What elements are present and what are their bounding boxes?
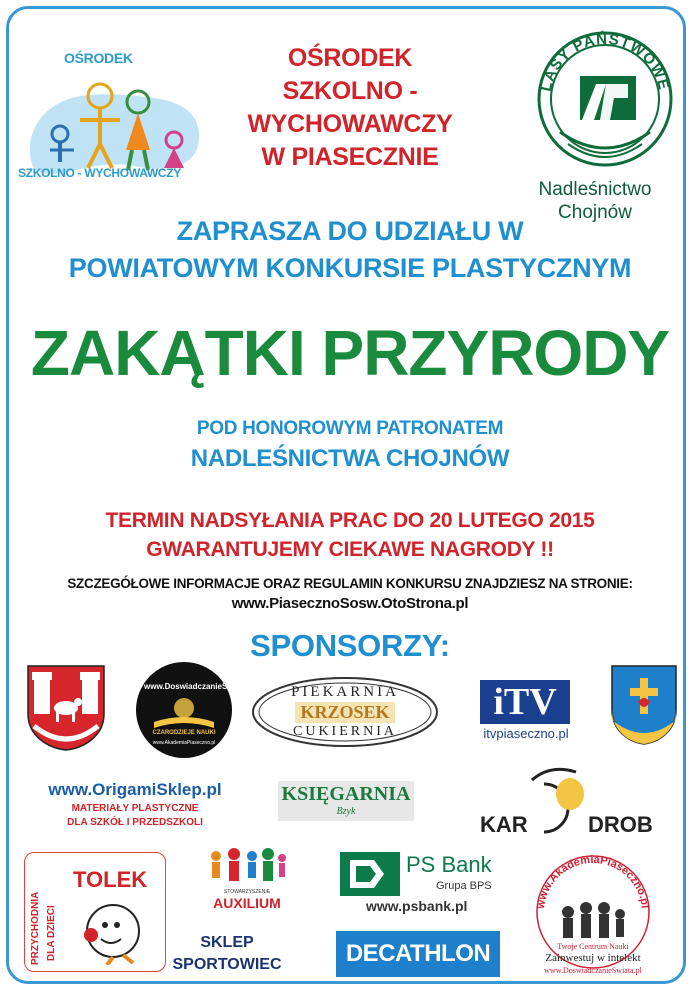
tolek-side-2: DLA DZIECI [46,905,57,961]
origami-line-1: MATERIAŁY PLASTYCZNE [71,803,199,814]
invitation-line-1: ZAPRASZA DO UDZIAŁU W [176,216,524,246]
school-logo-top-text: OŚRODEK [64,50,133,66]
origami-url: www.OrigamiSklep.pl [48,780,222,799]
invitation-line-2: POWIATOWYM KONKURSIE PLASTYCZNYM [68,253,632,283]
powiat-coat-of-arms [610,664,678,746]
itv-url: itvpiaseczno.pl [483,726,569,741]
sponsor-akademia-piaseczno [518,850,668,980]
tolek-name: TOLEK [73,867,148,892]
sponsor-auxilium [204,848,290,911]
karodrob-right: DROB [588,812,653,837]
nadlesnictwo-line-1: Nadleśnictwo [538,179,652,200]
sponsor-sklep-sportowiec [172,932,282,976]
patronage-line-2: NADLEŚNICTWA CHOJNÓW [190,445,510,472]
header-line-2: SZKOLNO - WYCHOWAWCZY [247,77,453,138]
nadlesnictwo-line-2: Chojnów [558,202,632,223]
header-line-1: OŚRODEK [287,44,413,72]
itv-logo: iTV [480,680,570,724]
sponsor-ksiegarnia-bzyk [278,781,414,821]
piaseczno-coat-of-arms [26,664,106,752]
sponsor-karodrob [480,760,658,840]
ksiegarnia-sub: Bzyk [336,806,356,817]
sponsor-piekarnia-krzosek [250,676,440,748]
tolek-side-1: PRZYCHODNIA [30,891,41,965]
sponsor-przychodnia-tolek [24,852,166,972]
lasy-ring-text: LASY PAŃSTWOWE [537,30,673,93]
tolek-mascot-icon [77,895,157,965]
sponsor-decathlon: DECATHLON [336,931,500,977]
sponsor-itv [476,680,576,744]
sponsor-ps-bank [340,852,510,918]
ksiegarnia-name: KSIĘGARNIA [281,783,411,805]
ps-bank-group: Grupa BPS [436,880,492,892]
lasy-panstwowe-logo [520,14,690,244]
akademia-line-3: www.DoswiadczanieSwiata.pl [544,966,642,975]
info [0,574,700,614]
deadline [0,506,700,564]
sklep-line-2: SPORTOWIEC [172,956,282,973]
deadline-line-1: TERMIN NADSYŁANIA PRAC DO 20 LUTEGO 2015 [105,509,595,532]
karodrob-left: KAR [480,812,528,837]
invitation [0,213,700,287]
auxilium-small: STOWARZYSZENIE [223,889,271,895]
info-line-1: SZCZEGÓŁOWE INFORMACJE ORAZ REGULAMIN KONKURSU ZNAJDZIESZ NA STRONIE: [67,576,633,591]
auxilium-name: AUXILIUM [213,895,281,911]
piekarnia-top: PIEKARNIA [291,684,399,700]
patronage [0,416,700,476]
akademia-ring-text: www.AkademiaPiaseczno.pl [535,853,651,910]
piekarnia-middle: KRZOSEK [295,702,395,723]
info-website: www.PiasecznoSosw.OtoStrona.pl [231,595,469,612]
ps-bank-icon [340,852,400,896]
ps-bank-url: www.psbank.pl [366,898,468,914]
deadline-line-2: GWARANTUJEMY CIEKAWE NAGRODY !! [146,538,554,561]
header-line-3: W PIASECZNIE [261,143,439,171]
ps-bank-name: PS Bank [406,852,492,877]
doswiadczanie-tagline: CZARODZIEJE NAUKI [152,730,216,736]
akademia-line-2: Zainwestuj w intelekt [545,952,641,964]
coat-of-arms-icon [26,664,106,752]
piekarnia-bottom: CUKIERNIA [293,724,397,739]
contest-title: ZAKĄTKI PRZYRODY [30,317,670,389]
sponsor-doswiadczanie-swiata [134,660,257,760]
sklep-line-1: SKLEP [200,934,254,951]
lasy-emblem [520,14,690,184]
powiat-arms-icon [610,664,678,746]
school-logo-bottom-text: SZKOLNO - WYCHOWAWCZY [18,166,182,180]
sponsors-heading: SPONSORZY: [250,628,450,663]
auxilium-people-icon [204,848,290,884]
origami-line-2: DLA SZKÓŁ I PRZEDSZKOLI [67,817,203,828]
akademia-line-1: Twoje Centrum Nauki [557,942,629,951]
patronage-line-1: POD HONOROWYM PATRONATEM [196,418,504,439]
doswiadczanie-url: www.AkademiaPiaseczno.pl [152,740,216,746]
sponsor-origami-sklep [30,780,240,840]
doswiadczanie-ring-text: www.DoswiadczanieSwiata.pl [144,682,257,691]
header-organizer [180,42,520,174]
